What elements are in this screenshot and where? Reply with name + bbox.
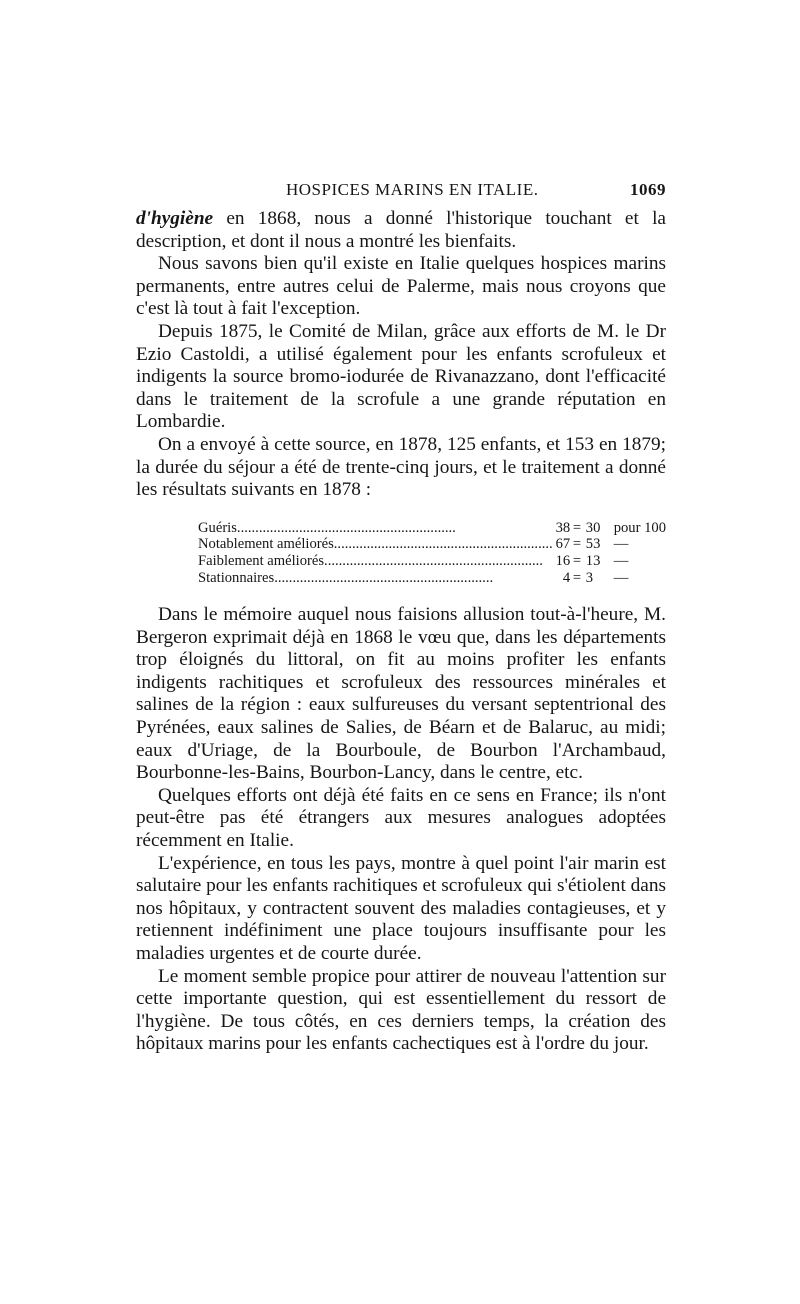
results-row-suffix: —	[613, 569, 629, 586]
results-row	[198, 570, 666, 587]
results-row-percent: 13	[585, 552, 601, 569]
paragraph-4: On a envoyé à cette source, en 1878, 125 enfants, et 153 en 1879; la durée du séjour a été de trente-cinq jours, et le traitement a donné les résultats suivants en 1878 :	[136, 433, 666, 501]
paragraph-5: Dans le mémoire auquel nous faisions allusion tout-à-l'heure, M. Bergeron exprimait déjà en 1868 le vœu que, dans les départements trop éloignés du littoral, on fit au moins profiter les enfants indigents rachitiques et scrofuleux des ressources minérales et salines de la région : eaux sulfureuses du versant septentrional des Pyrénées, eaux salines de Salies, de Béarn et de Balaruc, au midi; eaux d'Uriage, de la Bourboule, de Bourbon l'Archambaud, Bourbonne-les-Bains, Bourbon-Lancy, dans le centre, etc.	[136, 604, 666, 784]
results-row	[198, 536, 666, 553]
body-text	[136, 208, 666, 1056]
results-row-label	[198, 570, 553, 587]
results-row-suffix: —	[613, 536, 629, 553]
results-row-label	[198, 520, 553, 537]
results-table	[198, 520, 666, 586]
paragraph-1	[136, 208, 666, 253]
results-row-suffix: pour 100	[613, 519, 666, 536]
results-row-count: 38	[555, 519, 571, 536]
dot-leader: ............................................................	[333, 536, 553, 553]
results-row-equals: =	[572, 552, 582, 569]
results-row-label	[198, 553, 553, 570]
dot-leader: ............................................................	[236, 519, 456, 536]
dot-leader: ............................................................	[274, 569, 494, 586]
running-title: HOSPICES MARINS EN ITALIE.	[286, 180, 539, 199]
results-row-count: 16	[555, 552, 571, 569]
results-row-percent: 3	[585, 569, 594, 586]
page-number: 1069	[630, 180, 666, 199]
page-header	[136, 180, 666, 206]
paragraph-6: Quelques efforts ont déjà été faits en ce sens en France; ils n'ont peut-être pas été étrangers aux mesures analogues adoptées récemment en Italie.	[136, 784, 666, 852]
results-row-count: 67	[555, 536, 571, 553]
results-row-label-text: Notablement améliorés	[198, 536, 334, 553]
results-row-equals: =	[572, 519, 582, 536]
italic-phrase: d'hygiène	[136, 208, 214, 229]
paragraph-7: L'expérience, en tous les pays, montre à quel point l'air marin est salutaire pour les enfants rachitiques et scrofuleux qui s'étiolent dans nos hôpitaux, y contractent souvent des maladies contagieuses, et y retiennent indéfiniment une place toujours insuffisante pour les maladies urgentes et de courte durée.	[136, 852, 666, 964]
results-row-count: 4	[562, 569, 571, 586]
results-row-equals: =	[572, 536, 582, 553]
results-row	[198, 553, 666, 570]
results-row-percent: 30	[585, 519, 601, 536]
paragraph-2: Nous savons bien qu'il existe en Italie quelques hospices marins permanents, entre autres celui de Palerme, mais nous croyons que c'est là tout à fait l'exception.	[136, 253, 666, 320]
results-row-label-text: Faiblement améliorés	[198, 552, 325, 569]
results-row-equals: =	[572, 569, 582, 586]
results-row-label	[198, 536, 553, 553]
results-row	[198, 520, 666, 537]
paragraph-3: Depuis 1875, le Comité de Milan, grâce aux efforts de M. le Dr Ezio Castoldi, a utilisé également pour les enfants scrofuleux et indigents la source bromo-iodurée de Rivanazzano, dont l'efficacité dans le traitement de la scrofule a une grande réputation en Lombardie.	[136, 320, 666, 433]
paragraph-1-text: en 1868, nous a donné l'historique touchant et la description, et dont il nous a montré les bienfaits.	[136, 208, 666, 252]
paragraph-8: Le moment semble propice pour attirer de nouveau l'attention sur cette importante question, qui est essentiellement du ressort de l'hygiène. De tous côtés, en ces derniers temps, la création des hôpitaux marins pour les enfants cachectiques est à l'ordre du jour.	[136, 965, 666, 1055]
results-row-label-text: Guéris	[198, 519, 237, 536]
results-row-label-text: Stationnaires	[198, 569, 275, 586]
dot-leader: ............................................................	[324, 552, 543, 569]
results-row-suffix: —	[613, 552, 629, 569]
results-row-percent: 53	[585, 536, 601, 553]
